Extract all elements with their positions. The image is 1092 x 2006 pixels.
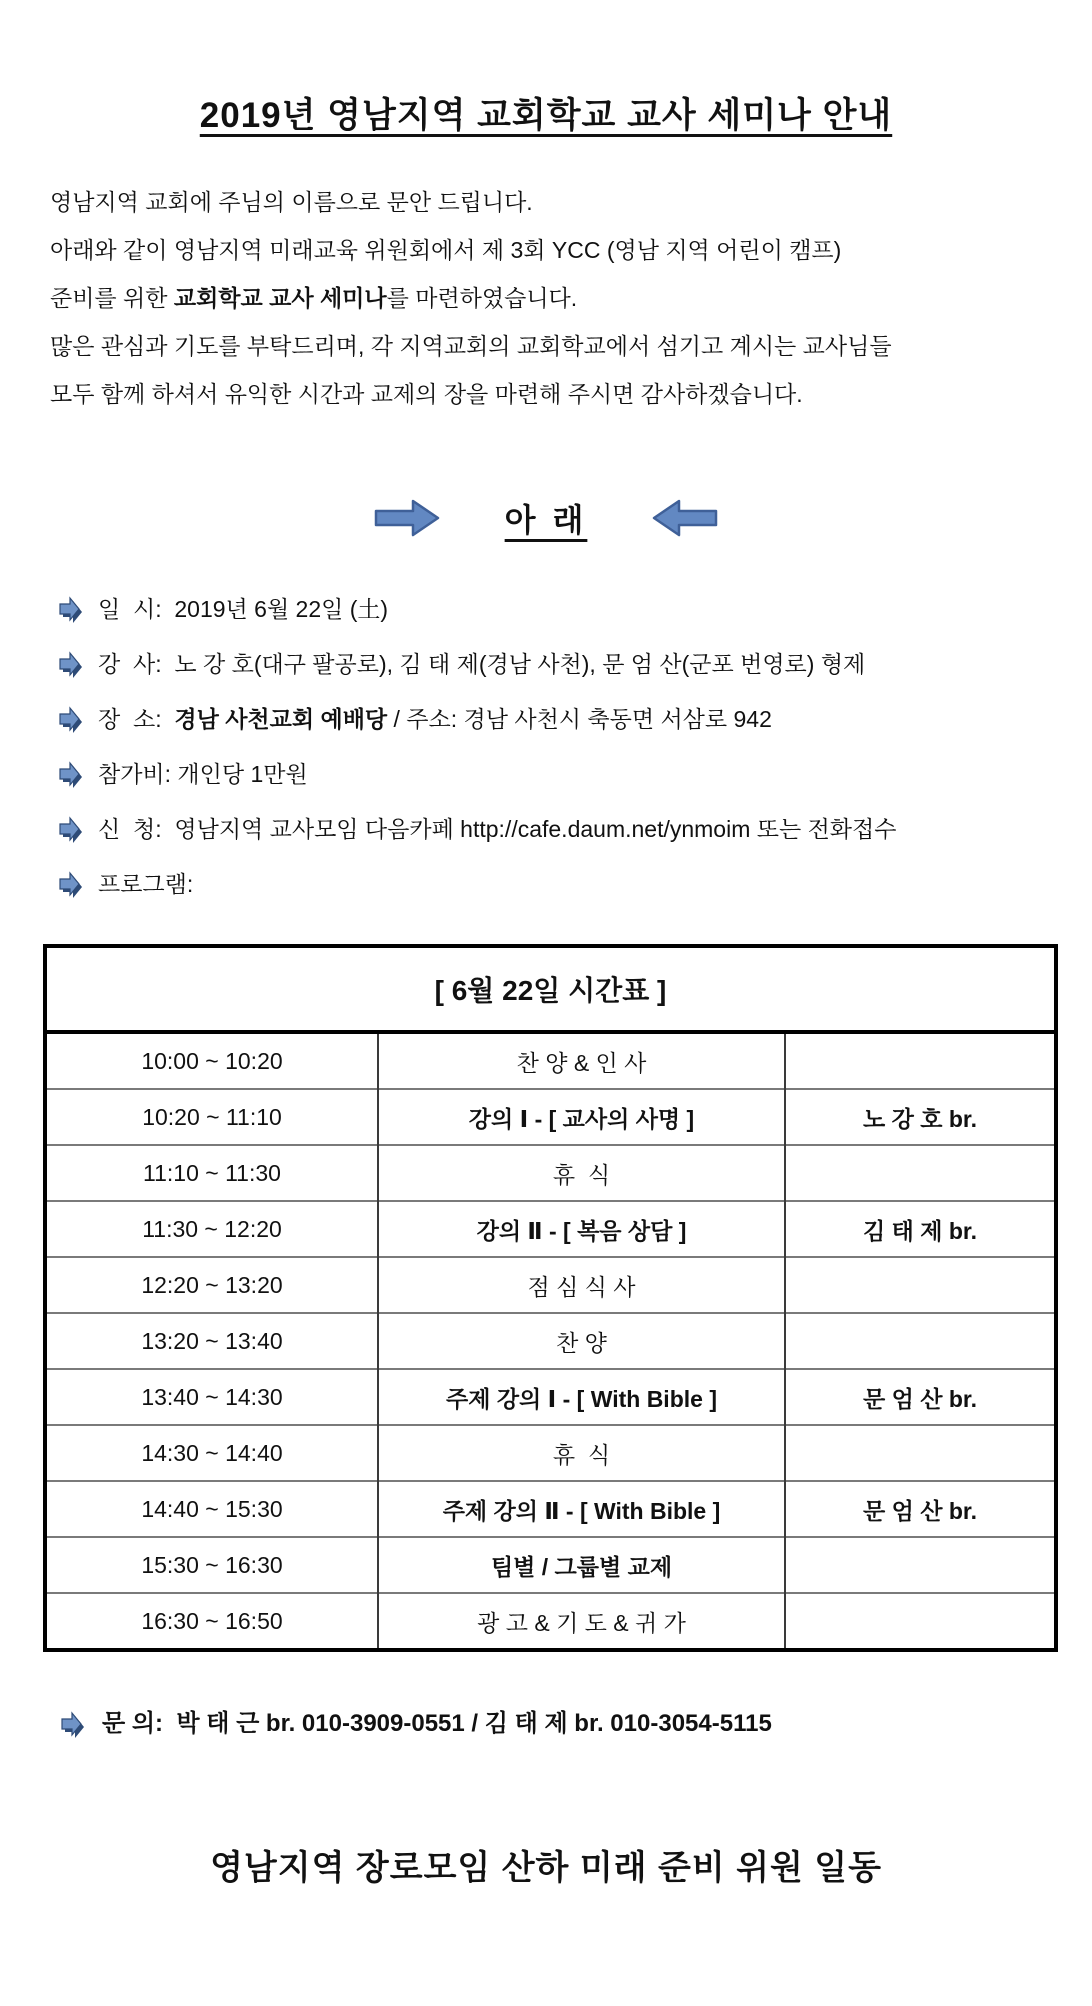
speaker-cell: 김 태 제 br.	[785, 1201, 1056, 1257]
time-cell: 13:40 ~ 14:30	[45, 1369, 378, 1425]
speaker-cell	[785, 1593, 1056, 1650]
content-cell: 강의 Ⅱ - [ 복음 상담 ]	[378, 1201, 785, 1257]
speaker-cell: 문 엄 산 br.	[785, 1481, 1056, 1537]
speaker-cell	[785, 1425, 1056, 1481]
intro-line: 모두 함께 하셔서 유익한 시간과 교제의 장을 마련해 주시면 감사하겠습니다.	[50, 381, 803, 407]
table-row	[45, 1369, 1056, 1425]
content-cell: 팀별 / 그룹별 교제	[378, 1537, 785, 1593]
seminar-name-emphasis: 교회학교 교사 세미나	[173, 285, 387, 311]
speaker-cell	[785, 1145, 1056, 1201]
schedule-table	[43, 944, 1058, 1652]
table-row	[45, 1313, 1056, 1369]
detail-list	[58, 594, 1092, 900]
table-title-row	[45, 946, 1056, 1032]
time-cell: 10:00 ~ 10:20	[141, 1047, 283, 1074]
venue-emphasis: 경남 사천교회 예배당	[174, 706, 388, 732]
detail-item-fee: 참가비: 개인당 1만원	[58, 759, 1092, 790]
intro-paragraph	[50, 178, 1092, 418]
speaker-cell: 노 강 호 br.	[785, 1089, 1056, 1145]
speaker-cell	[785, 1313, 1056, 1369]
table-title: [ 6월 22일 시간표 ]	[45, 946, 1056, 1032]
detail-item-program: 프로그램:	[58, 869, 1092, 900]
below-heading-row	[0, 494, 1092, 542]
content-cell: 휴 식	[378, 1145, 785, 1201]
content-cell: 휴 식	[378, 1425, 785, 1481]
detail-item-speakers: 강 사: 노 강 호(대구 팔공로), 김 태 제(경남 사천), 문 엄 산(군포 번영로) 형제	[58, 649, 1092, 680]
table-row	[45, 1425, 1056, 1481]
content-cell: 찬 양	[378, 1313, 785, 1369]
speaker-cell	[785, 1032, 1056, 1089]
detail-item-date: 일 시: 2019년 6월 22일 (土)	[58, 594, 1092, 625]
table-row	[45, 1201, 1056, 1257]
time-cell: 10:20 ~ 11:10	[45, 1089, 378, 1145]
detail-item-place: 장 소: 경남 사천교회 예배당 / 주소: 경남 사천시 축동면 서삼로 942	[58, 704, 1092, 735]
contact-line	[60, 1708, 1092, 1740]
content-cell: 주제 강의 Ⅰ - [ With Bible ]	[378, 1369, 785, 1425]
left-arrow-icon	[651, 498, 719, 538]
bullet-arrow-icon	[58, 870, 84, 900]
table-row	[45, 1593, 1056, 1650]
content-cell: 강의 Ⅰ - [ 교사의 사명 ]	[378, 1089, 785, 1145]
speaker-cell	[785, 1257, 1056, 1313]
table-row	[45, 1481, 1056, 1537]
time-cell: 16:30 ~ 16:50	[45, 1593, 378, 1650]
right-arrow-icon	[373, 498, 441, 538]
bullet-arrow-icon	[58, 815, 84, 845]
intro-line: 많은 관심과 기도를 부탁드리며, 각 지역교회의 교회학교에서 섬기고 계시는 교사님들	[50, 333, 892, 359]
content-cell: 주제 강의 Ⅱ - [ With Bible ]	[378, 1481, 785, 1537]
intro-line: 영남지역 교회에 주님의 이름으로 문안 드립니다.	[50, 189, 533, 215]
time-cell: 14:40 ~ 15:30	[45, 1481, 378, 1537]
bullet-arrow-icon	[58, 760, 84, 790]
seminar-announcement-document	[0, 88, 1092, 2006]
table-row	[45, 1257, 1056, 1313]
content-cell: 광 고 & 기 도 & 귀 가	[378, 1593, 785, 1650]
table-row	[45, 1089, 1056, 1145]
time-cell: 15:30 ~ 16:30	[45, 1537, 378, 1593]
table-row	[45, 1032, 1056, 1089]
detail-item-registration: 신 청: 영남지역 교사모임 다음카페 http://cafe.daum.net/ynmoim 또는 전화접수	[58, 814, 1092, 845]
intro-line: 준비를 위한 교회학교 교사 세미나를 마련하였습니다.	[50, 285, 578, 311]
time-cell: 12:20 ~ 13:20	[45, 1257, 378, 1313]
bullet-arrow-icon	[58, 595, 84, 625]
bullet-arrow-icon	[58, 705, 84, 735]
time-cell: 14:30 ~ 14:40	[45, 1425, 378, 1481]
time-cell: 13:20 ~ 13:40	[45, 1313, 378, 1369]
intro-line: 아래와 같이 영남지역 미래교육 위원회에서 제 3회 YCC (영남 지역 어린이 캠프)	[50, 237, 842, 263]
time-cell: 11:30 ~ 12:20	[45, 1201, 378, 1257]
bullet-arrow-icon	[58, 650, 84, 680]
speaker-cell	[785, 1537, 1056, 1593]
table-row	[45, 1537, 1056, 1593]
time-cell: 11:10 ~ 11:30	[45, 1145, 378, 1201]
content-cell: 찬 양 & 인 사	[378, 1032, 785, 1089]
contact-text: 문 의: 박 태 근 br. 010-3909-0551 / 김 태 제 br. 010-3054-5115	[102, 1710, 772, 1737]
bullet-arrow-icon	[60, 1710, 86, 1740]
closing-line: 영남지역 장로모임 산하 미래 준비 위원 일동	[210, 1849, 882, 1887]
speaker-cell: 문 엄 산 br.	[785, 1369, 1056, 1425]
below-heading: 아 래	[504, 502, 588, 538]
page-title: 2019년 영남지역 교회학교 교사 세미나 안내	[199, 96, 893, 135]
table-row	[45, 1145, 1056, 1201]
content-cell: 점 심 식 사	[378, 1257, 785, 1313]
